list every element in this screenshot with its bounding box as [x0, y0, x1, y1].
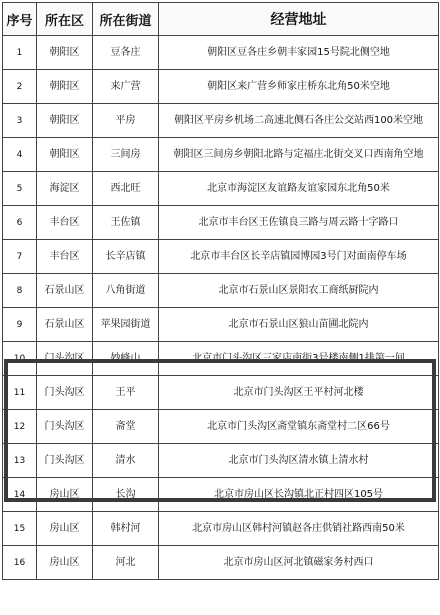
- cell-address: 北京市丰台区王佐镇良三路与周云路十字路口: [159, 206, 439, 240]
- cell-address: 北京市门头沟区清水镇上清水村: [159, 444, 439, 478]
- table-row: [3, 104, 439, 138]
- header-address: 经营地址: [159, 3, 439, 36]
- header-number: 序号: [3, 3, 37, 36]
- cell-address: 北京市房山区韩村河镇赵各庄供销社路西南50米: [159, 512, 439, 546]
- cell-district: 门头沟区: [37, 410, 93, 444]
- cell-number: 3: [3, 104, 37, 138]
- cell-street: 苹果园街道: [93, 308, 159, 342]
- cell-address: 北京市房山区长沟镇北正村四区105号: [159, 478, 439, 512]
- cell-district: 门头沟区: [37, 376, 93, 410]
- table-row: [3, 376, 439, 410]
- cell-address: 北京市门头沟区斋堂镇东斋堂村二区66号: [159, 410, 439, 444]
- cell-number: 16: [3, 546, 37, 580]
- cell-number: 13: [3, 444, 37, 478]
- header-street: 所在街道: [93, 3, 159, 36]
- address-table: [2, 2, 439, 580]
- cell-street: 豆各庄: [93, 36, 159, 70]
- cell-street: 八角街道: [93, 274, 159, 308]
- cell-district: 房山区: [37, 546, 93, 580]
- cell-number: 2: [3, 70, 37, 104]
- table-container: [2, 2, 438, 580]
- cell-street: 斋堂: [93, 410, 159, 444]
- cell-district: 丰台区: [37, 206, 93, 240]
- table-row: [3, 240, 439, 274]
- cell-district: 丰台区: [37, 240, 93, 274]
- cell-number: 8: [3, 274, 37, 308]
- table-row: [3, 342, 439, 376]
- cell-number: 9: [3, 308, 37, 342]
- cell-street: 长沟: [93, 478, 159, 512]
- table-row: [3, 546, 439, 580]
- table-row: [3, 70, 439, 104]
- cell-district: 朝阳区: [37, 104, 93, 138]
- cell-address: 北京市海淀区友谊路友谊家园东北角50米: [159, 172, 439, 206]
- cell-number: 11: [3, 376, 37, 410]
- cell-district: 房山区: [37, 478, 93, 512]
- cell-street: 清水: [93, 444, 159, 478]
- cell-address: 朝阳区豆各庄乡朝丰家园15号院北侧空地: [159, 36, 439, 70]
- header-district: 所在区: [37, 3, 93, 36]
- table-row: [3, 478, 439, 512]
- cell-address: 北京市房山区河北镇磁家务村西口: [159, 546, 439, 580]
- cell-district: 门头沟区: [37, 444, 93, 478]
- table-row: [3, 308, 439, 342]
- table-row: [3, 410, 439, 444]
- table-row: [3, 36, 439, 70]
- cell-street: 王佐镇: [93, 206, 159, 240]
- cell-district: 房山区: [37, 512, 93, 546]
- cell-address: 朝阳区平房乡机场二高速北侧石各庄公交站西100米空地: [159, 104, 439, 138]
- cell-number: 4: [3, 138, 37, 172]
- cell-street: 西北旺: [93, 172, 159, 206]
- cell-number: 6: [3, 206, 37, 240]
- table-row: [3, 274, 439, 308]
- cell-number: 5: [3, 172, 37, 206]
- cell-number: 1: [3, 36, 37, 70]
- cell-district: 朝阳区: [37, 138, 93, 172]
- cell-street: 三间房: [93, 138, 159, 172]
- cell-district: 石景山区: [37, 308, 93, 342]
- cell-number: 12: [3, 410, 37, 444]
- cell-number: 7: [3, 240, 37, 274]
- cell-address: 北京市石景山区狼山苗圃北院内: [159, 308, 439, 342]
- table-row: [3, 138, 439, 172]
- table-body: [3, 36, 439, 580]
- cell-district: 朝阳区: [37, 70, 93, 104]
- cell-address: 北京市门头沟区三家店南街3号楼南侧1排第一间: [159, 342, 439, 376]
- table-row: [3, 512, 439, 546]
- cell-address: 朝阳区来广营乡师家庄桥东北角50米空地: [159, 70, 439, 104]
- table-row: [3, 444, 439, 478]
- cell-number: 10: [3, 342, 37, 376]
- cell-street: 妙峰山: [93, 342, 159, 376]
- cell-address: 北京市石景山区景阳农工商纸厨院内: [159, 274, 439, 308]
- cell-district: 门头沟区: [37, 342, 93, 376]
- header-row: [3, 3, 439, 36]
- cell-street: 平房: [93, 104, 159, 138]
- cell-district: 朝阳区: [37, 36, 93, 70]
- cell-number: 15: [3, 512, 37, 546]
- table-row: [3, 172, 439, 206]
- cell-district: 海淀区: [37, 172, 93, 206]
- table-row: [3, 206, 439, 240]
- cell-street: 河北: [93, 546, 159, 580]
- cell-street: 韩村河: [93, 512, 159, 546]
- cell-address: 朝阳区三间房乡朝阳北路与定福庄北街交叉口西南角空地: [159, 138, 439, 172]
- cell-address: 北京市门头沟区王平村河北楼: [159, 376, 439, 410]
- cell-street: 长辛店镇: [93, 240, 159, 274]
- cell-street: 王平: [93, 376, 159, 410]
- cell-district: 石景山区: [37, 274, 93, 308]
- cell-street: 来广营: [93, 70, 159, 104]
- cell-number: 14: [3, 478, 37, 512]
- cell-address: 北京市丰台区长辛店镇园博园3号门对面南停车场: [159, 240, 439, 274]
